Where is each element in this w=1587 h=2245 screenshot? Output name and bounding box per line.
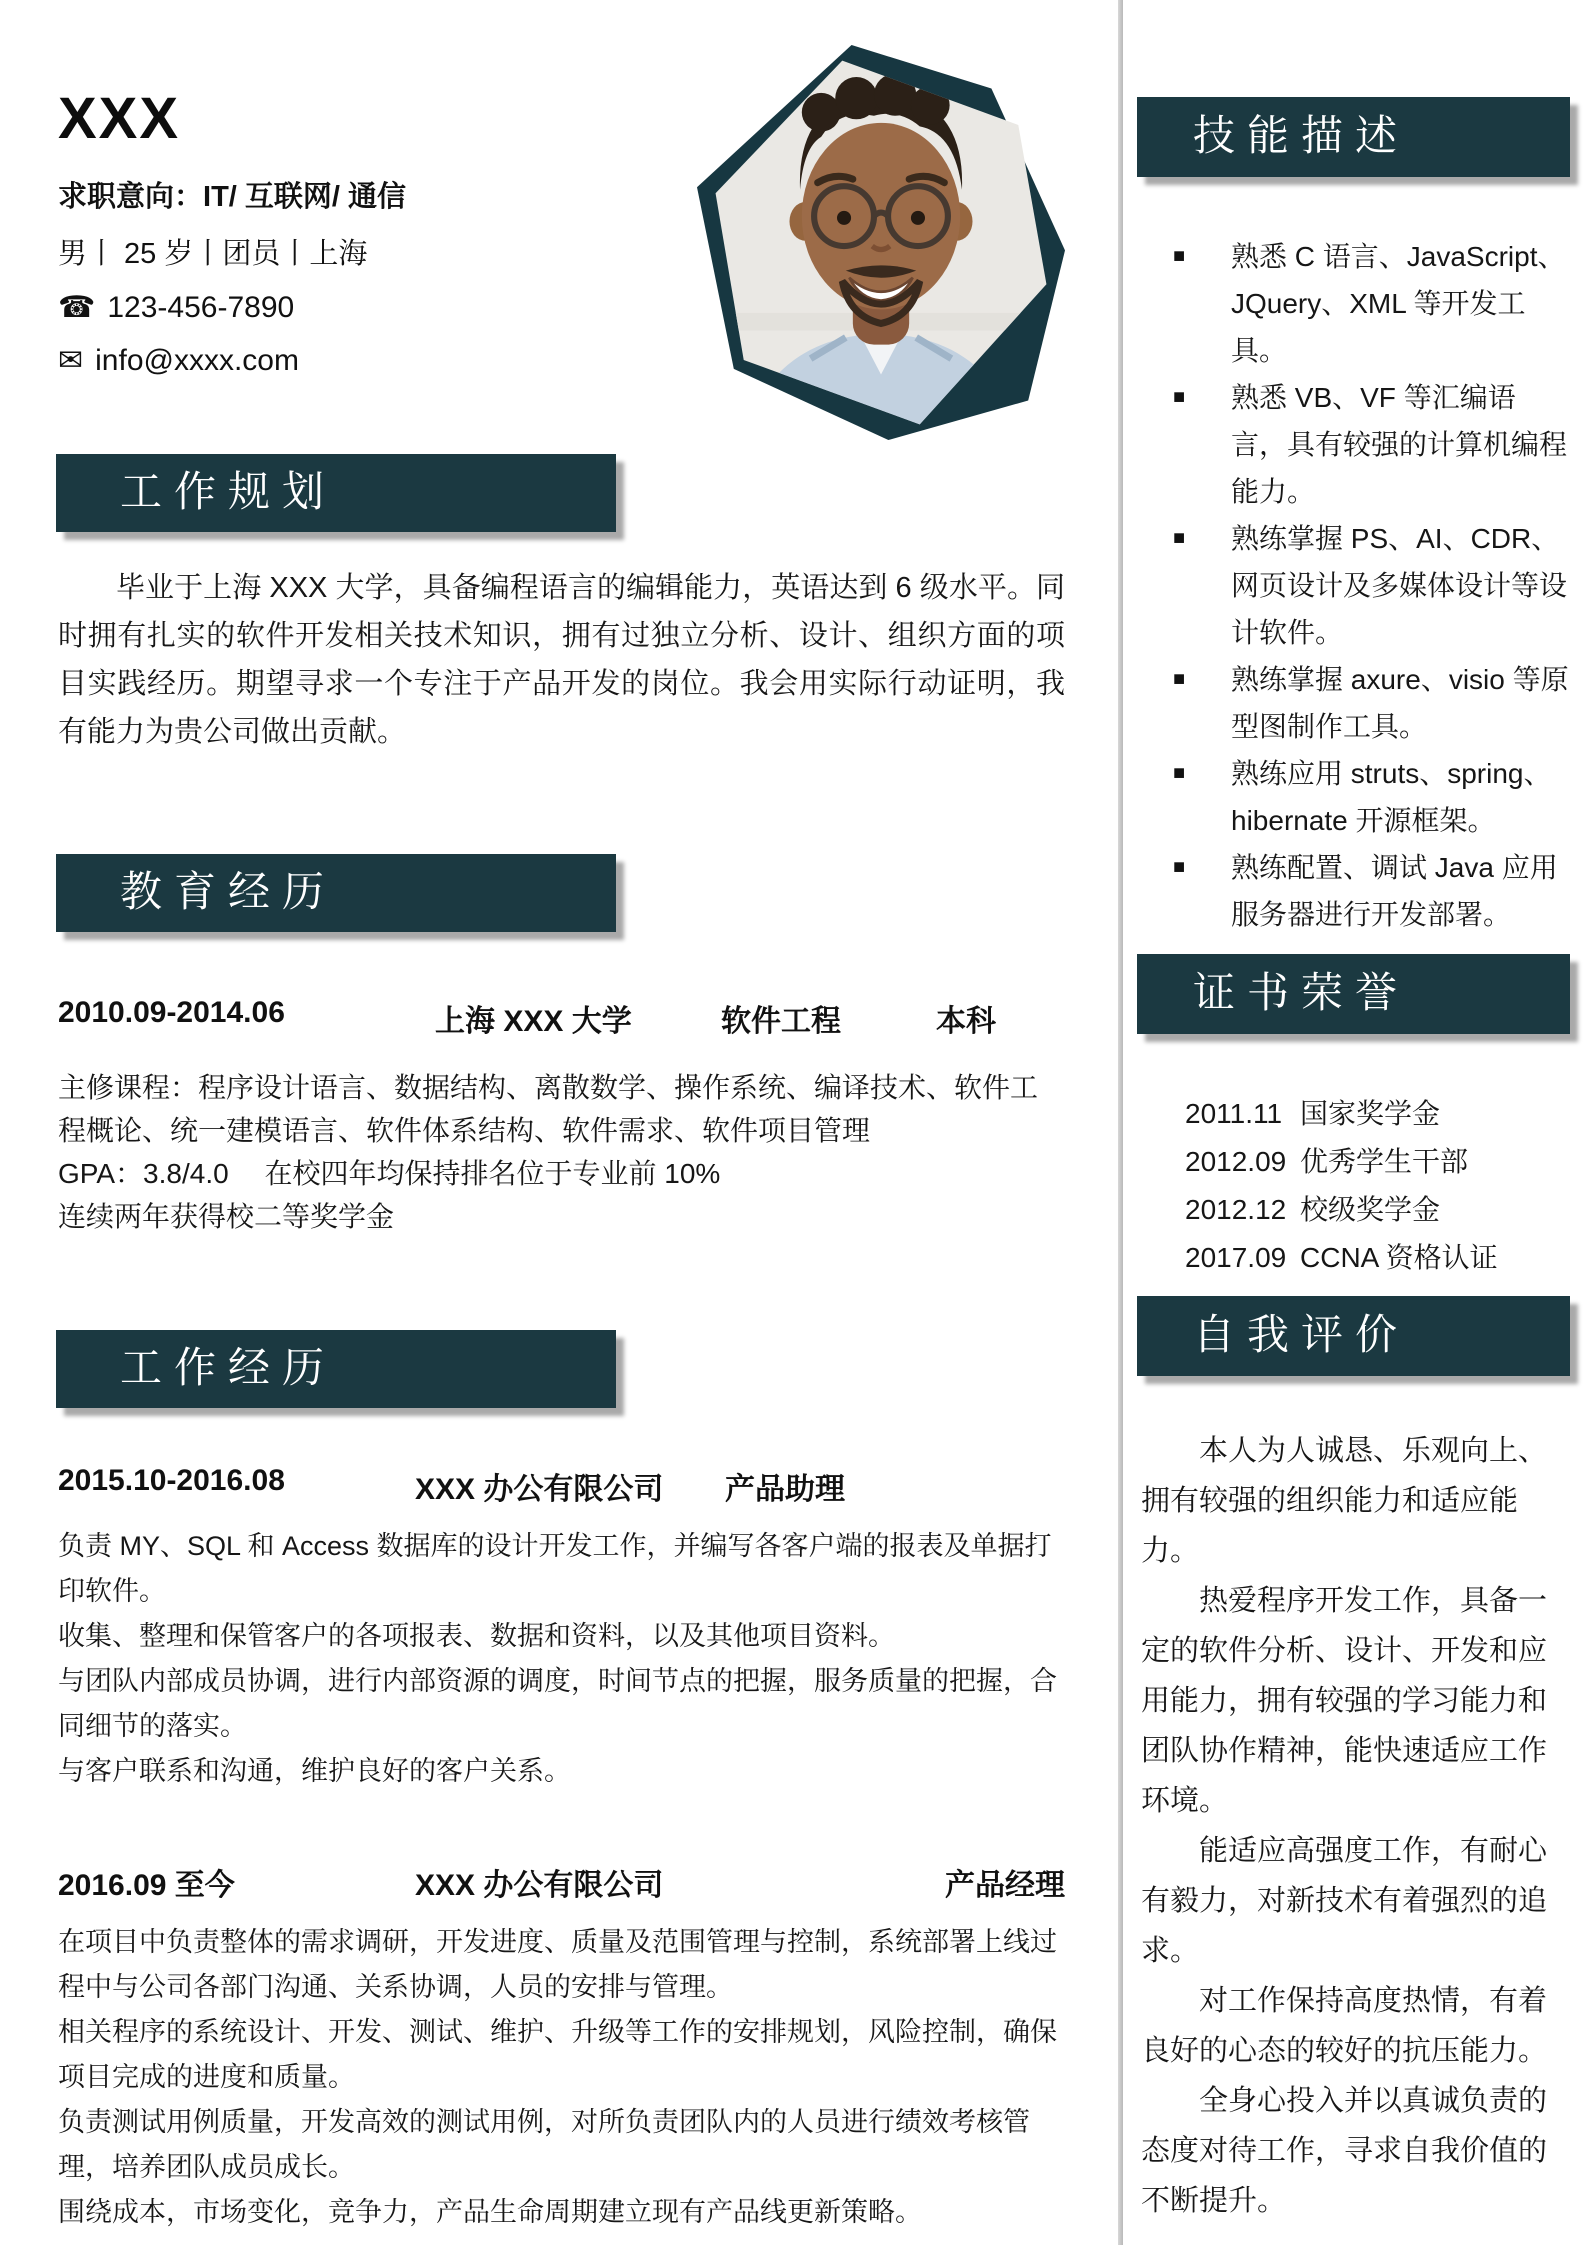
- education-award: 连续两年获得校二等奖学金: [58, 1201, 395, 1232]
- section-header-work-experience: [56, 1330, 616, 1408]
- email-address: info@xxxx.com: [95, 343, 299, 377]
- skill-text: 熟练掌握 PS、AI、CDR、网页设计及多媒体设计等设计软件。: [1231, 523, 1568, 648]
- education-period: 2010.09-2014.06: [58, 996, 285, 1029]
- certificates-list: [1137, 1090, 1570, 1282]
- certificate-date: 2011.11: [1185, 1098, 1283, 1129]
- job-intent-label: 求职意向：: [58, 181, 204, 213]
- self-evaluation-paragraph: 本人为人诚恳、乐观向上、拥有较强的组织能力和适应能力。: [1141, 1435, 1548, 1567]
- email-icon: ✉: [58, 344, 84, 377]
- education-details: [58, 1066, 1065, 1238]
- job-2-duties: [58, 1920, 1065, 2235]
- job-duty: 负责 MY、SQL 和 Access 数据库的设计开发工作，并编写各客户端的报表及单据打印软件。: [58, 1531, 1052, 1606]
- email-row: [58, 343, 658, 378]
- certificate-name: 校级奖学金: [1300, 1194, 1441, 1225]
- section-title-certificates: 证书荣誉: [1193, 971, 1410, 1017]
- education-school: 上海 XXX 大学: [435, 1005, 632, 1038]
- job-1-duties: [58, 1524, 1065, 1794]
- section-title-self-evaluation: 自我评价: [1193, 1313, 1410, 1359]
- candidate-name: XXX: [58, 86, 181, 151]
- education-major: 软件工程: [721, 1005, 841, 1038]
- job-duty: 收集、整理和保管客户的各项报表、数据和资料，以及其他项目资料。: [58, 1621, 895, 1651]
- self-evaluation-paragraphs: [1137, 1426, 1570, 2226]
- job-duty: 与客户联系和沟通，维护良好的客户关系。: [58, 1756, 571, 1786]
- certificate-name: CCNA 资格认证: [1300, 1242, 1498, 1273]
- self-evaluation-paragraph: 全身心投入并以真诚负责的态度对待工作，寻求自我价值的不断提升。: [1141, 2085, 1548, 2217]
- job-1-period: 2015.10-2016.08: [58, 1464, 285, 1497]
- skill-text: 熟悉 VB、VF 等汇编语言，具有较强的计算机编程能力。: [1231, 382, 1568, 507]
- self-evaluation-paragraph: 热爱程序开发工作，具备一定的软件分析、设计、开发和应用能力，拥有较强的学习能力和团队协作精神，能快速适应工作环境。: [1141, 1585, 1548, 1817]
- section-header-work-plan: [56, 454, 616, 532]
- self-evaluation-paragraph: 对工作保持高度热情，有着良好的心态的较好的抗压能力。: [1141, 1985, 1548, 2067]
- section-title-work-plan: 工作规划: [120, 470, 337, 516]
- section-title-education: 教育经历: [120, 870, 337, 916]
- skill-text: 熟悉 C 语言、JavaScript、JQuery、XML 等开发工具。: [1231, 241, 1566, 366]
- skill-item: [1173, 656, 1570, 750]
- job-intent: [58, 174, 658, 215]
- section-header-self-evaluation: [1137, 1296, 1570, 1376]
- job-2-header: [58, 1860, 1065, 1904]
- column-divider: [1118, 0, 1123, 2245]
- skill-item: [1173, 750, 1570, 844]
- certificate-name: 优秀学生干部: [1300, 1146, 1469, 1177]
- bullet-square-icon: ■: [1173, 245, 1186, 267]
- certificate-row: [1185, 1090, 1570, 1138]
- job-entry-1: [58, 1464, 1065, 1794]
- certificate-row: [1185, 1186, 1570, 1234]
- work-plan-paragraph: 毕业于上海 XXX 大学，具备编程语言的编辑能力，英语达到 6 级水平。同时拥有扎实的软件开发相关技术知识，拥有过独立分析、设计、组织方面的项目实践经历。期望寻求一个专注于产品开发的岗位。我会用实际行动证明，我有能力为贵公司做出贡献。: [58, 572, 1065, 748]
- section-header-certificates: [1137, 954, 1570, 1034]
- skill-item: [1173, 374, 1570, 515]
- phone-number: 123-456-7890: [107, 290, 295, 324]
- profile-header: [58, 88, 658, 378]
- job-duty: 在项目中负责整体的需求调研，开发进度、质量及范围管理与控制，系统部署上线过程中与公司各部门沟通、关系协调，人员的安排与管理。: [58, 1927, 1057, 2002]
- certificate-date: 2017.09: [1185, 1242, 1287, 1273]
- job-duty: 相关程序的系统设计、开发、测试、维护、升级等工作的安排规划，风险控制，确保项目完成的进度和质量。: [58, 2017, 1057, 2092]
- skills-list: [1137, 233, 1570, 938]
- section-header-skills: [1137, 97, 1570, 177]
- job-intent-value: IT/ 互联网/ 通信: [203, 181, 407, 213]
- bullet-square-icon: ■: [1173, 762, 1186, 784]
- self-evaluation-paragraph: 能适应高强度工作，有耐心有毅力，对新技术有着强烈的追求。: [1141, 1835, 1548, 1967]
- skill-item: [1173, 233, 1570, 374]
- job-1-company: XXX 办公有限公司: [415, 1473, 664, 1506]
- education-gpa: GPA：3.8/4.0 在校四年均保持排名位于专业前 10%: [58, 1158, 721, 1189]
- profile-photo: [697, 45, 1065, 440]
- job-duty: 围绕成本，市场变化，竞争力，产品生命周期建立现有产品线更新策略。: [58, 2197, 922, 2227]
- certificate-row: [1185, 1138, 1570, 1186]
- certificate-row: [1185, 1234, 1570, 1282]
- skill-item: [1173, 844, 1570, 938]
- bullet-square-icon: ■: [1173, 386, 1186, 408]
- job-duty: 与团队内部成员协调，进行内部资源的调度，时间节点的把握，服务质量的把握，合同细节的落实。: [58, 1666, 1057, 1741]
- job-entry-2: [58, 1860, 1065, 2235]
- bullet-square-icon: ■: [1173, 527, 1186, 549]
- skill-text: 熟练配置、调试 Java 应用服务器进行开发部署。: [1231, 852, 1558, 930]
- phone-icon: ☎: [58, 291, 96, 324]
- job-1-role: 产品助理: [725, 1473, 845, 1506]
- section-title-work-experience: 工作经历: [120, 1346, 337, 1392]
- education-courses: 主修课程：程序设计语言、数据结构、离散数学、操作系统、编译技术、软件工程概论、统一建模语言、软件体系结构、软件需求、软件项目管理: [58, 1072, 1039, 1146]
- phone-row: [58, 290, 658, 325]
- job-duty: 负责测试用例质量，开发高效的测试用例，对所负责团队内的人员进行绩效考核管理，培养团队成员成长。: [58, 2107, 1030, 2182]
- job-1-header: [58, 1464, 1065, 1508]
- section-header-education: [56, 854, 616, 932]
- bullet-square-icon: ■: [1173, 856, 1186, 878]
- certificate-date: 2012.09: [1185, 1146, 1287, 1177]
- education-degree: 本科: [936, 1005, 996, 1038]
- job-2-company: XXX 办公有限公司: [415, 1869, 664, 1902]
- job-2-period: 2016.09 至今: [58, 1869, 235, 1902]
- personal-meta: 男丨 25 岁丨团员丨上海: [58, 238, 368, 270]
- bullet-square-icon: ■: [1173, 668, 1186, 690]
- sidebar-column: [1137, 0, 1570, 2226]
- certificate-date: 2012.12: [1185, 1194, 1287, 1225]
- skill-text: 熟练应用 struts、spring、hibernate 开源框架。: [1231, 758, 1552, 836]
- section-title-skills: 技能描述: [1193, 114, 1410, 160]
- skill-text: 熟练掌握 axure、visio 等原型图制作工具。: [1231, 664, 1569, 742]
- job-2-role: 产品经理: [945, 1869, 1065, 1902]
- certificate-name: 国家奖学金: [1300, 1098, 1441, 1129]
- skill-item: [1173, 515, 1570, 656]
- education-entry-row: [58, 996, 1065, 1040]
